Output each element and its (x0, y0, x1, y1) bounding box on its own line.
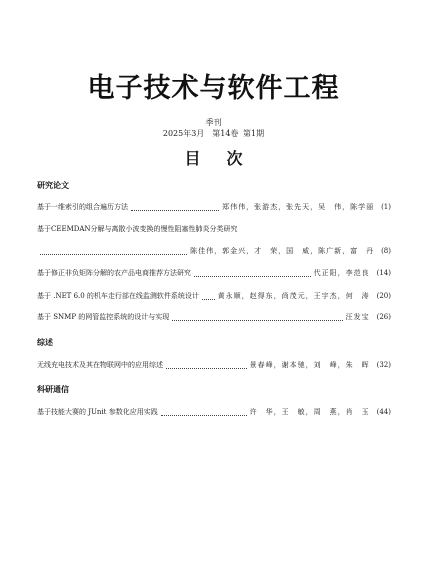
entry-title: 基于 SNMP 的网管监控系统的设计与实现 (37, 313, 170, 321)
entry-title: 基于技能大赛的 JUnit 参数化应用实践 (37, 408, 158, 416)
toc-entry[interactable] (37, 291, 391, 302)
publication-frequency: 季刊 (205, 118, 222, 127)
journal-title: 电子技术与软件工程 (87, 73, 340, 104)
toc-entry[interactable] (37, 202, 391, 213)
entry-page: (14) (376, 269, 391, 277)
entry-authors: 许 华，王 敏，周 燕，肖 玉 (249, 408, 370, 416)
contents-heading: 目次 (184, 149, 269, 168)
toc-entry[interactable] (37, 268, 391, 279)
dot-leader (131, 209, 219, 211)
entry-authors: 汪发宝 (345, 313, 370, 321)
dot-leader (202, 298, 215, 300)
entry-title[interactable]: 基于CEEMDAN分解与离散小波变换的慢性阻塞性肺炎分类研究 (37, 225, 238, 233)
entry-authors: 黄永顺，赵得东，尚茂元，王宇杰，何 涛 (217, 292, 370, 300)
entry-authors: 景春峰，谢本驰，刘 峰，朱 晖 (249, 361, 370, 369)
dot-leader (40, 253, 187, 255)
dot-leader (172, 319, 342, 321)
toc-entry[interactable] (37, 360, 391, 371)
toc-entry[interactable] (37, 246, 391, 257)
entry-title: 基于 .NET 6.0 的机车走行部在线监测软件系统设计 (37, 292, 199, 300)
section-heading-research: 研究论文 (37, 181, 69, 190)
dot-leader (161, 414, 247, 416)
issue-info: 2025年3月 第14卷 第1期 (162, 129, 265, 138)
dot-leader (166, 367, 247, 369)
entry-title: 基于一维索引的组合遍历方法 (37, 203, 128, 211)
entry-title: 基于修正非负矩阵分解的农产品电商推荐方法研究 (37, 269, 191, 277)
toc-entry[interactable] (37, 312, 391, 323)
entry-authors: 陈佳伟，郭金兴，才 荣，国 威，陈广新，富 丹 (190, 247, 375, 255)
entry-authors: 郑伟伟，张游杰，张先天，吴 伟，陈学丽 (222, 203, 375, 211)
toc-entry[interactable] (37, 407, 391, 418)
entry-page: (44) (376, 408, 391, 416)
entry-page: (1) (381, 203, 391, 211)
entry-page: (32) (376, 361, 391, 369)
dot-leader (194, 275, 311, 277)
entry-page: (20) (376, 292, 391, 300)
section-heading-review: 综述 (37, 338, 53, 347)
section-heading-research-communication: 科研通信 (37, 385, 69, 394)
entry-page: (26) (376, 313, 391, 321)
entry-page: (8) (381, 247, 391, 255)
entry-authors: 代正阳，李范良 (313, 269, 370, 277)
entry-title: 无线充电技术及其在物联网中的应用综述 (37, 361, 163, 369)
